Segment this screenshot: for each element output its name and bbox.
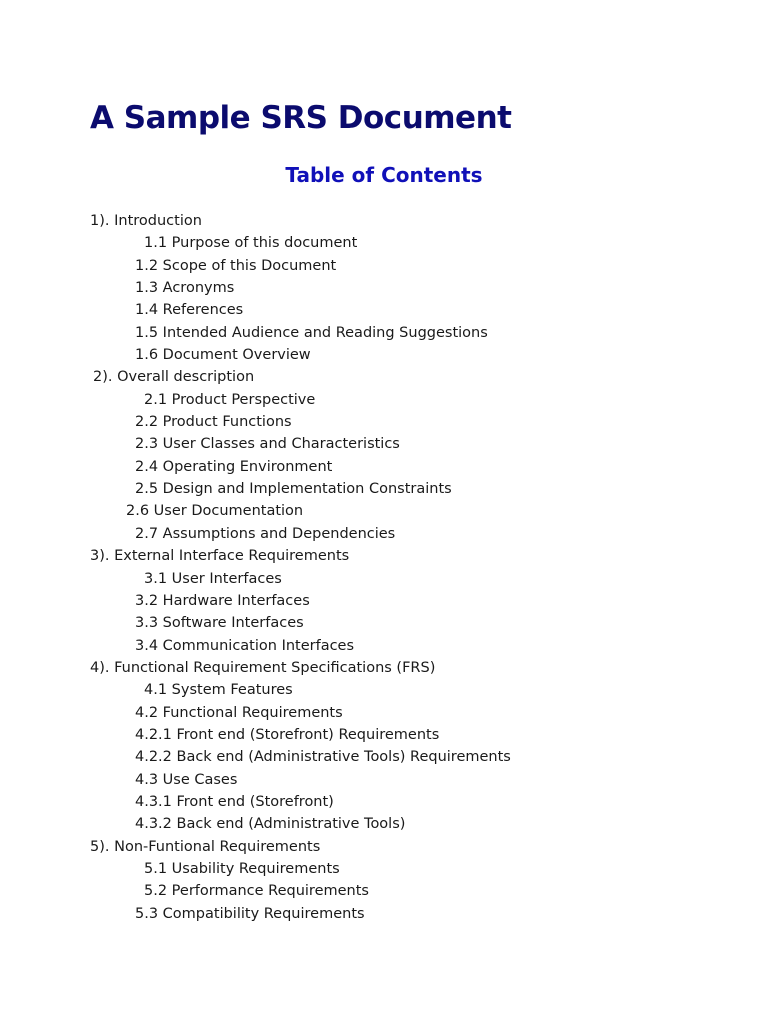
toc-entry: 1.6 Document Overview	[135, 347, 311, 364]
toc-entry-section-4: 4). Functional Requirement Specifications (FRS)	[90, 659, 436, 676]
toc-entry: 4.3.2 Back end (Administrative Tools)	[135, 816, 406, 833]
toc-entry: 3.4 Communication Interfaces	[135, 637, 355, 654]
table-of-contents	[0, 210, 768, 925]
toc-entry: 4.3 Use Cases	[135, 771, 238, 788]
toc-entry: 3.2 Hardware Interfaces	[135, 592, 310, 609]
toc-entry: 4.1 System Features	[144, 682, 293, 699]
toc-entry: 4.2.2 Back end (Administrative Tools) Requirements	[135, 749, 511, 766]
toc-entry: 5.1 Usability Requirements	[144, 860, 340, 877]
toc-heading: Table of Contents	[285, 163, 483, 187]
toc-entry: 2.3 User Classes and Characteristics	[135, 436, 400, 453]
toc-entry: 3.3 Software Interfaces	[135, 615, 304, 632]
toc-entry-section-1: 1). Introduction	[90, 213, 202, 229]
toc-entry: 1.5 Intended Audience and Reading Suggestions	[135, 324, 488, 341]
toc-entry: 4.2.1 Front end (Storefront) Requirements	[135, 726, 440, 743]
toc-entry-section-5: 5). Non-Funtional Requirements	[90, 838, 321, 855]
toc-entry: 1.1 Purpose of this document	[144, 235, 358, 252]
toc-entry: 2.5 Design and Implementation Constraints	[135, 481, 452, 498]
toc-entry: 1.4 References	[135, 302, 244, 319]
toc-entry: 5.2 Performance Requirements	[144, 883, 369, 900]
toc-entry: 2.6 User Documentation	[126, 503, 304, 520]
toc-entry: 2.4 Operating Environment	[135, 458, 333, 475]
toc-entry: 2.7 Assumptions and Dependencies	[135, 525, 396, 542]
document-title: A Sample SRS Document	[90, 100, 512, 136]
toc-entry: 2.2 Product Functions	[135, 414, 292, 431]
toc-entry-section-3: 3). External Interface Requirements	[90, 548, 350, 565]
toc-entry: 5.3 Compatibility Requirements	[135, 905, 365, 922]
toc-entry: 1.3 Acronyms	[135, 280, 235, 297]
toc-entry: 1.2 Scope of this Document	[135, 257, 337, 274]
toc-entry-section-2: 2). Overall description	[93, 369, 255, 386]
toc-entry: 4.3.1 Front end (Storefront)	[135, 793, 334, 810]
toc-entry: 2.1 Product Perspective	[144, 391, 316, 408]
toc-entry: 4.2 Functional Requirements	[135, 704, 343, 721]
toc-entry: 3.1 User Interfaces	[144, 570, 282, 587]
